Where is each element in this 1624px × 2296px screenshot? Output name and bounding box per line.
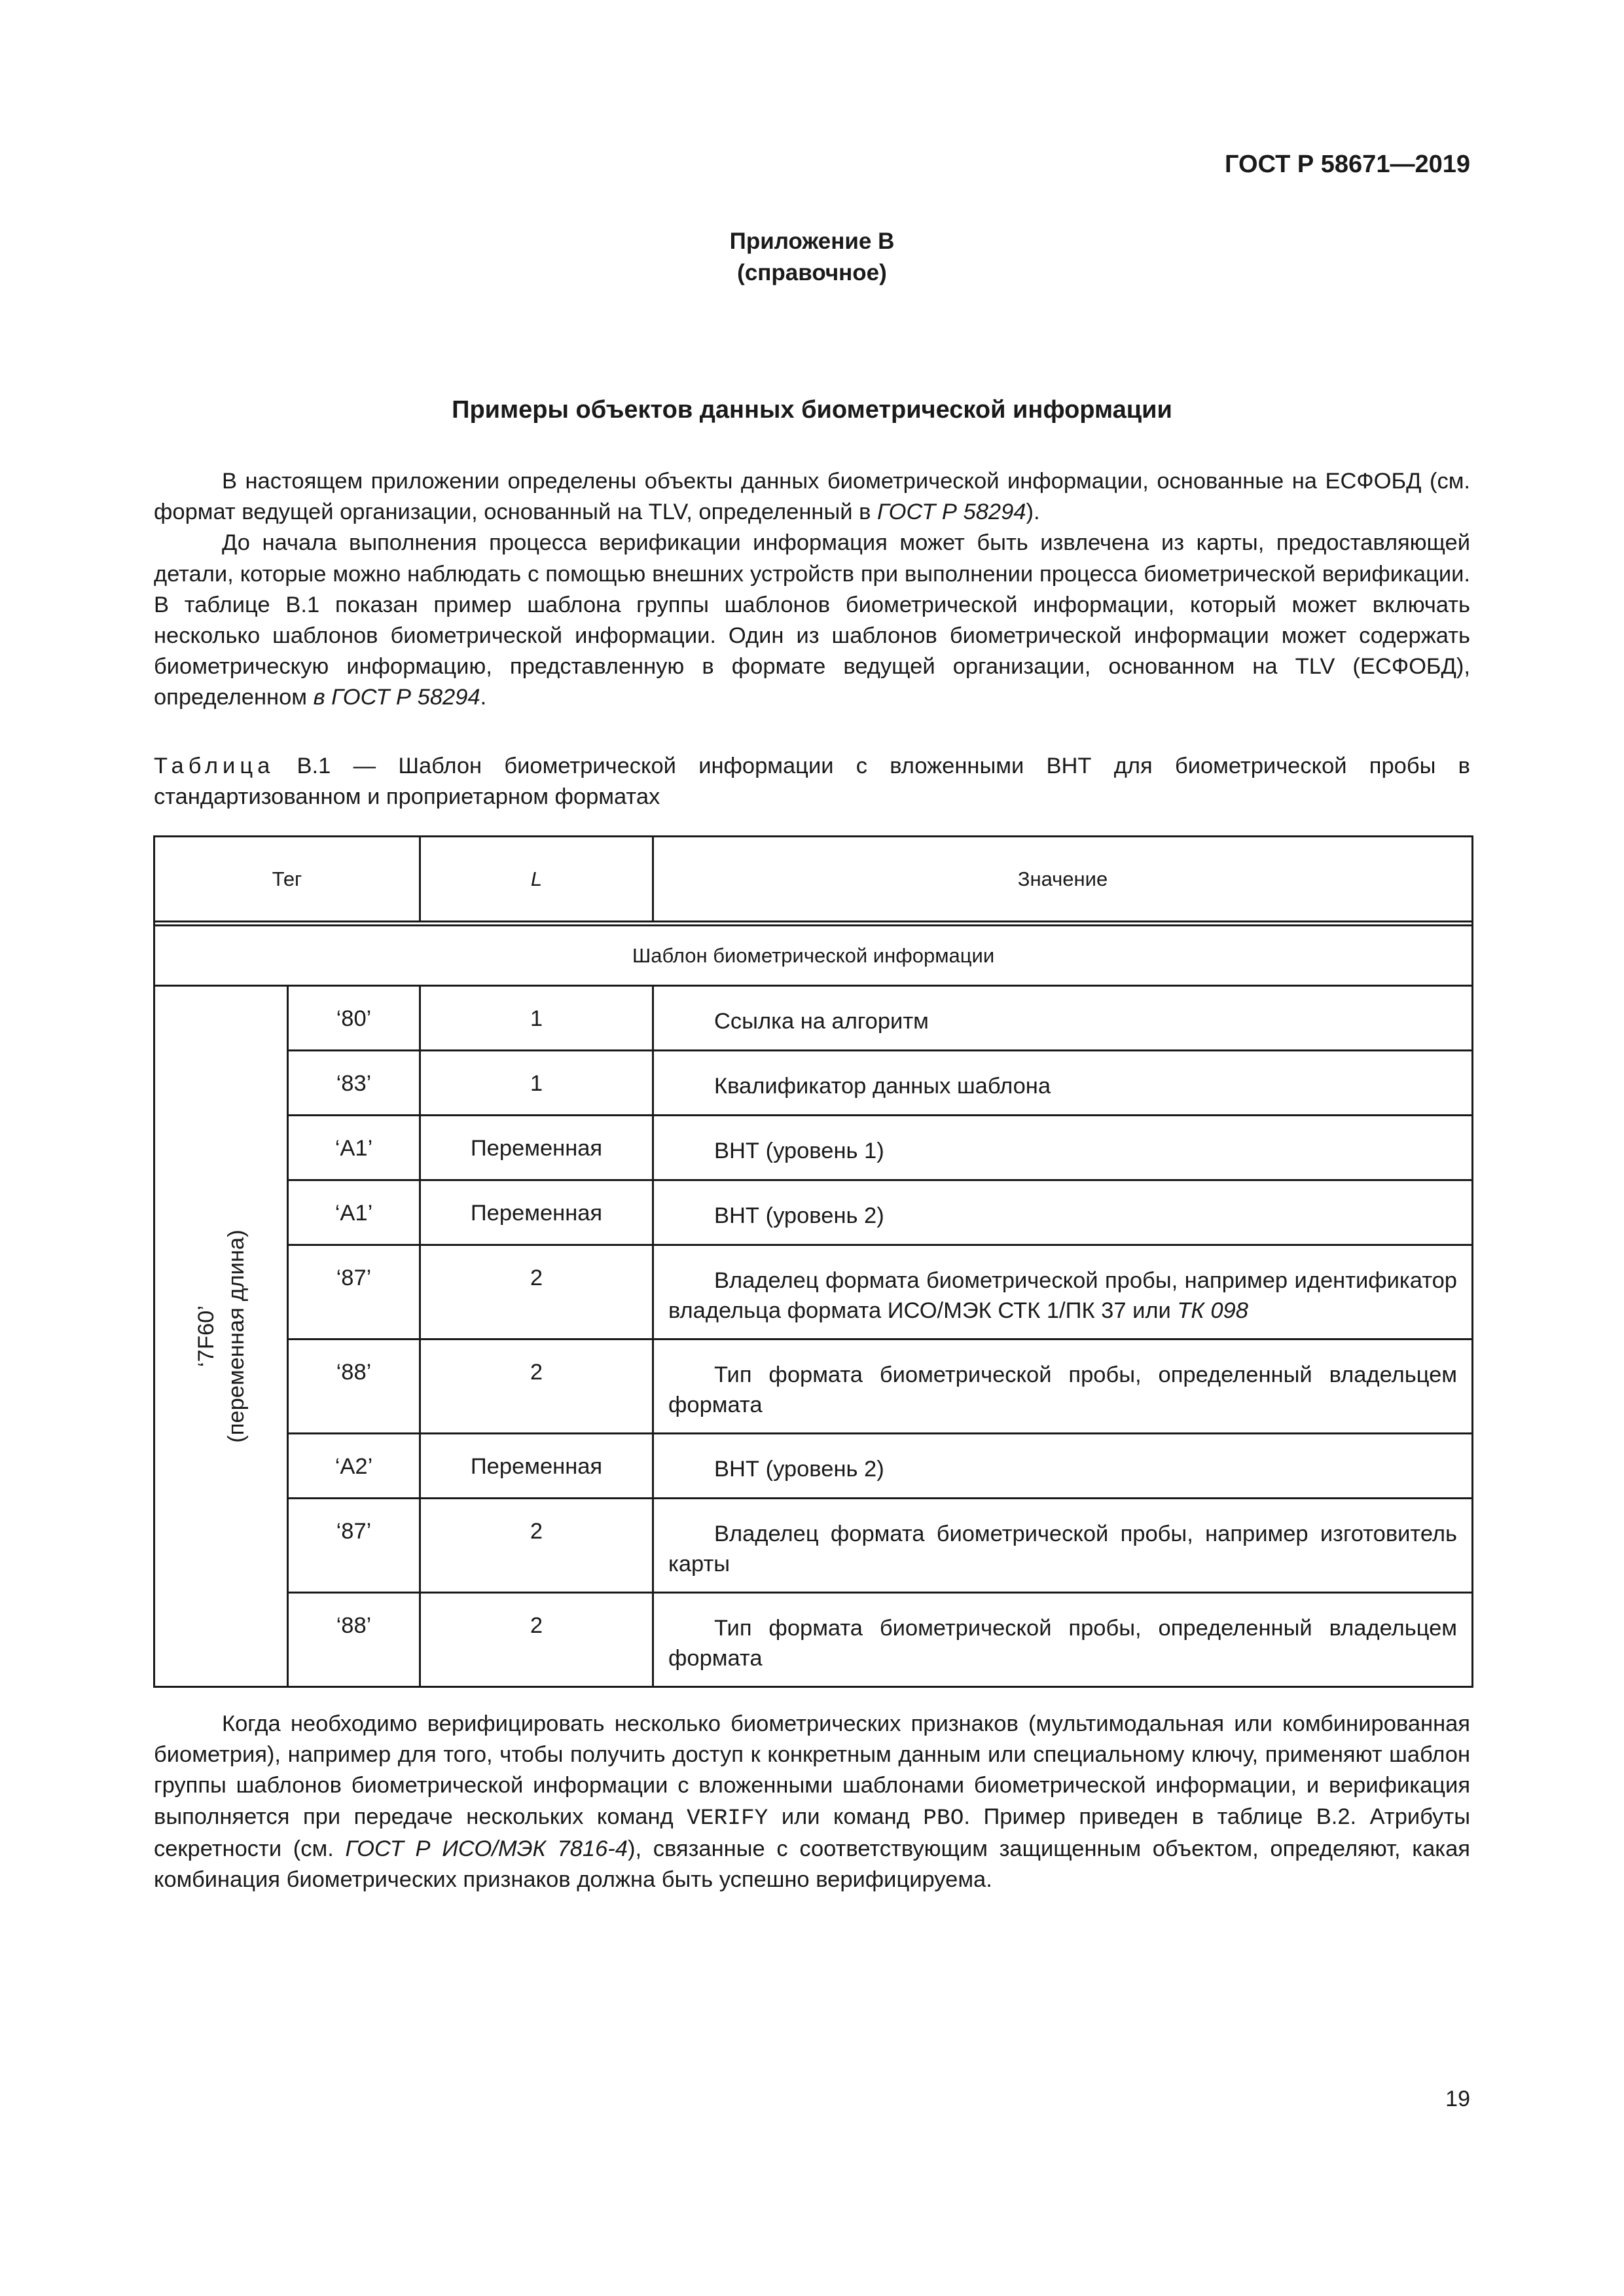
outer-tag-note: (переменная длина) (223, 1230, 249, 1443)
command-verify: VERIFY (687, 1805, 768, 1831)
row-tag: ‘A1’ (288, 1180, 420, 1245)
standard-ref: в ГОСТ Р 58294 (313, 685, 480, 710)
row-value: ВНТ (уровень 2) (653, 1434, 1473, 1499)
command-pbo: PBO (923, 1805, 964, 1831)
row-value: Тип формата биометрической пробы, определенный владельцем формата (653, 1593, 1473, 1687)
table-row (154, 1593, 1473, 1687)
page-number: 19 (1445, 2086, 1470, 2111)
row-length: Переменная (420, 1116, 653, 1180)
row-length: Переменная (420, 1434, 653, 1499)
standard-ref: ГОСТ Р 58294 (877, 500, 1026, 525)
row-value: Квалификатор данных шаблона (653, 1051, 1473, 1116)
row-tag: ‘83’ (288, 1051, 420, 1116)
header-value: Значение (653, 837, 1473, 922)
standard-ref: ТК 098 (1177, 1298, 1248, 1323)
intro-paragraph-1: В настоящем приложении определены объекты данных биометрической информации, основанные на ЕСФОБД (см. формат ведущей организации, основанный на TLV, определенный в ГОСТ Р 58294). (154, 469, 1470, 525)
row-tag: ‘A1’ (288, 1116, 420, 1180)
row-length: 1 (420, 1051, 653, 1116)
table-row (154, 1051, 1473, 1116)
biometric-template-table (153, 835, 1473, 1688)
table-header-row (154, 837, 1473, 922)
table-row (154, 1245, 1473, 1339)
row-tag: ‘A2’ (288, 1434, 420, 1499)
section-title: Шаблон биометрической информации (154, 926, 1473, 986)
row-value: Тип формата биометрической пробы, определенный владельцем формата (653, 1339, 1473, 1434)
annex-heading (0, 226, 1624, 289)
table-row (154, 1180, 1473, 1245)
annex-label: Приложение В (729, 228, 895, 254)
row-tag: ‘88’ (288, 1339, 420, 1434)
table-caption-text: В.1 — Шаблон биометрической информации с вложенными ВНТ для биометрической пробы в стандартизованном и проприетарном форматах (154, 754, 1470, 810)
row-value: Владелец формата биометрической пробы, например изготовитель карты (653, 1499, 1473, 1593)
row-tag: ‘87’ (288, 1499, 420, 1593)
row-length: 2 (420, 1245, 653, 1339)
row-tag: ‘88’ (288, 1593, 420, 1687)
table-row (154, 1339, 1473, 1434)
table-caption-word: Таблица (154, 754, 275, 778)
row-length: Переменная (420, 1180, 653, 1245)
row-length: 1 (420, 986, 653, 1051)
header-tag: Тег (154, 837, 420, 922)
row-value: Владелец формата биометрической пробы, например идентификатор владельца формата ИСО/МЭК СТК 1/ПК 37 или ТК 098 (653, 1245, 1473, 1339)
row-length: 2 (420, 1499, 653, 1593)
row-length: 2 (420, 1593, 653, 1687)
intro-paragraph-2: До начала выполнения процесса верификации информация может быть извлечена из карты, предоставляющей детали, которые можно наблюдать с помощью внешних устройств при выполнении процесса биометрической верификации. В таблице В.1 показан пример шаблона группы шаблонов биометрической информации, который может включать несколько шаблонов биометрической информации. Один из шаблонов биометрической информации может содержать биометрическую информацию, представленную в формате ведущей организации, основанном на TLV (ЕСФОБД), определенном в ГОСТ Р 58294. (154, 530, 1470, 710)
row-tag: ‘80’ (288, 986, 420, 1051)
closing-text (154, 1709, 1470, 1895)
row-value: ВНТ (уровень 1) (653, 1116, 1473, 1180)
document-id: ГОСТ Р 58671—2019 (1225, 151, 1470, 178)
closing-paragraph: Когда необходимо верифицировать несколько биометрических признаков (мультимодальная или комбинированная биометрия), например для того, чтобы получить доступ к конкретным данным или специальному ключу, применяют шаблон группы шаблонов биометрической информации с вложенными шаблонами биометрической информации, и верификация выполняется при передаче нескольких команд VERIFY или команд PBO. Пример приведен в таблице В.2. Атрибуты секретности (см. ГОСТ Р ИСО/МЭК 7816-4), связанные с соответствующим защищенным объектом, определяют, какая комбинация биометрических признаков должна быть успешно верифицируема. (154, 1711, 1470, 1893)
annex-title: Примеры объектов данных биометрической информации (452, 396, 1172, 424)
outer-tag-cell (154, 986, 288, 1687)
table-row (154, 1116, 1473, 1180)
row-tag: ‘87’ (288, 1245, 420, 1339)
outer-tag: ‘7F60’ (193, 1305, 219, 1367)
row-value: Ссылка на алгоритм (653, 986, 1473, 1051)
standard-ref: ГОСТ Р ИСО/МЭК 7816-4 (345, 1836, 628, 1861)
annex-kind: (справочное) (737, 260, 887, 285)
table-row (154, 1499, 1473, 1593)
intro-text (154, 466, 1470, 714)
table-row (154, 986, 1473, 1051)
table-section-row (154, 926, 1473, 986)
header-length: L (420, 837, 653, 922)
table-caption (154, 751, 1470, 812)
row-value: ВНТ (уровень 2) (653, 1180, 1473, 1245)
row-length: 2 (420, 1339, 653, 1434)
table-row (154, 1434, 1473, 1499)
